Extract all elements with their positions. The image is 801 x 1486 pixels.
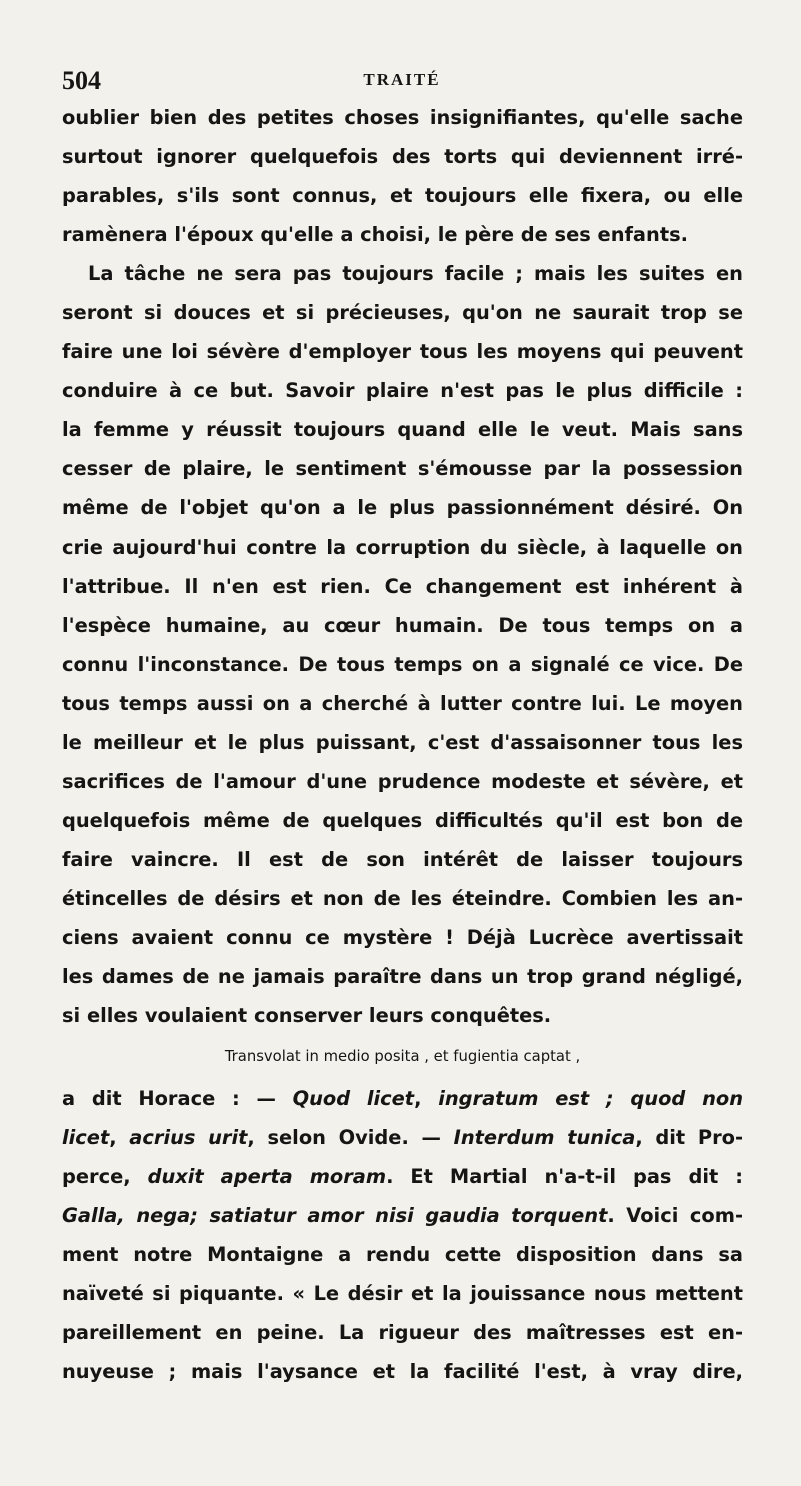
verse-quotation: Transvolat in medio posita , et fugientia captat ,: [224, 1048, 581, 1066]
text-line: sacrifices de l'amour d'une prudence modeste et sévère, et: [62, 769, 743, 793]
text-line: l'attribue. Il n'en est rien. Ce changement est inhérent à: [62, 574, 743, 598]
text-line: même de l'objet qu'on a le plus passionnément désiré. On: [62, 496, 743, 520]
latin-phrase: acrius urit: [129, 1126, 248, 1150]
text-line: quelquefois même de quelques difficultés qu'il est bon de: [62, 808, 743, 832]
body-text: [62, 98, 743, 1392]
text-line: connu l'inconstance. De tous temps on a signalé ce vice. De: [62, 652, 743, 676]
text-line: Galla, nega; satiatur amor nisi gaudia torquent. Voici com-: [62, 1204, 743, 1228]
page-header: [62, 66, 742, 96]
latin-phrase: licet: [62, 1126, 110, 1150]
text-line: tous temps aussi on a cherché à lutter contre lui. Le moyen: [62, 691, 743, 715]
text-line: si elles voulaient conserver leurs conquêtes.: [62, 1004, 552, 1028]
text-line: nuyeuse ; mais l'aysance et la facilité l'est, à vray dire,: [62, 1360, 743, 1384]
text-line: seront si douces et si précieuses, qu'on ne saurait trop se: [62, 301, 743, 325]
text-line: étincelles de désirs et non de les éteindre. Combien les an-: [62, 886, 743, 910]
text-line: surtout ignorer quelquefois des torts qui deviennent irré-: [62, 145, 743, 169]
text-line: faire vaincre. Il est de son intérêt de laisser toujours: [62, 847, 743, 871]
text-line: pareillement en peine. La rigueur des maîtresses est en-: [62, 1321, 743, 1345]
text-line: cesser de plaire, le sentiment s'émousse par la possession: [62, 457, 743, 481]
text-line: la femme y réussit toujours quand elle le veut. Mais sans: [62, 418, 743, 442]
text-line: La tâche ne sera pas toujours facile ; mais les suites en: [88, 262, 743, 286]
latin-phrase: duxit aperta moram: [147, 1165, 387, 1189]
text-line: naïveté si piquante. « Le désir et la jouissance nous mettent: [62, 1282, 743, 1306]
text-line: parables, s'ils sont connus, et toujours elle fixera, ou elle: [62, 184, 743, 208]
latin-phrase: Galla, nega; satiatur amor nisi gaudia torquent: [62, 1204, 608, 1228]
text-line: a dit Horace : — Quod licet, ingratum est ; quod non: [62, 1087, 743, 1111]
text-line: le meilleur et le plus puissant, c'est d'assaisonner tous les: [62, 730, 743, 754]
latin-phrase: ingratum est ; quod non: [438, 1087, 743, 1111]
text-line: l'espèce humaine, au cœur humain. De tous temps on a: [62, 613, 743, 637]
text-line: crie aujourd'hui contre la corruption du siècle, à laquelle on: [62, 535, 743, 559]
page-number: 504: [62, 66, 101, 95]
text-line: ciens avaient connu ce mystère ! Déjà Lucrèce avertissait: [62, 925, 743, 949]
text-line: les dames de ne jamais paraître dans un trop grand négligé,: [62, 965, 743, 989]
running-title: TRAITÉ: [363, 70, 441, 89]
text-line: conduire à ce but. Savoir plaire n'est pas le plus difficile :: [62, 379, 743, 403]
text-line: faire une loi sévère d'employer tous les moyens qui peuvent: [62, 340, 743, 364]
text-line: oublier bien des petites choses insignifiantes, qu'elle sache: [62, 106, 743, 129]
text-line: perce, duxit aperta moram. Et Martial n'a-t-il pas dit :: [62, 1165, 743, 1189]
text-line: licet, acrius urit, selon Ovide. — Interdum tunica, dit Pro-: [62, 1126, 743, 1150]
text-line: ment notre Montaigne a rendu cette disposition dans sa: [62, 1243, 743, 1267]
latin-phrase: Interdum tunica: [453, 1126, 636, 1150]
text-line: ramènera l'époux qu'elle a choisi, le père de ses enfants.: [62, 223, 689, 247]
latin-phrase: Quod licet: [292, 1087, 415, 1111]
